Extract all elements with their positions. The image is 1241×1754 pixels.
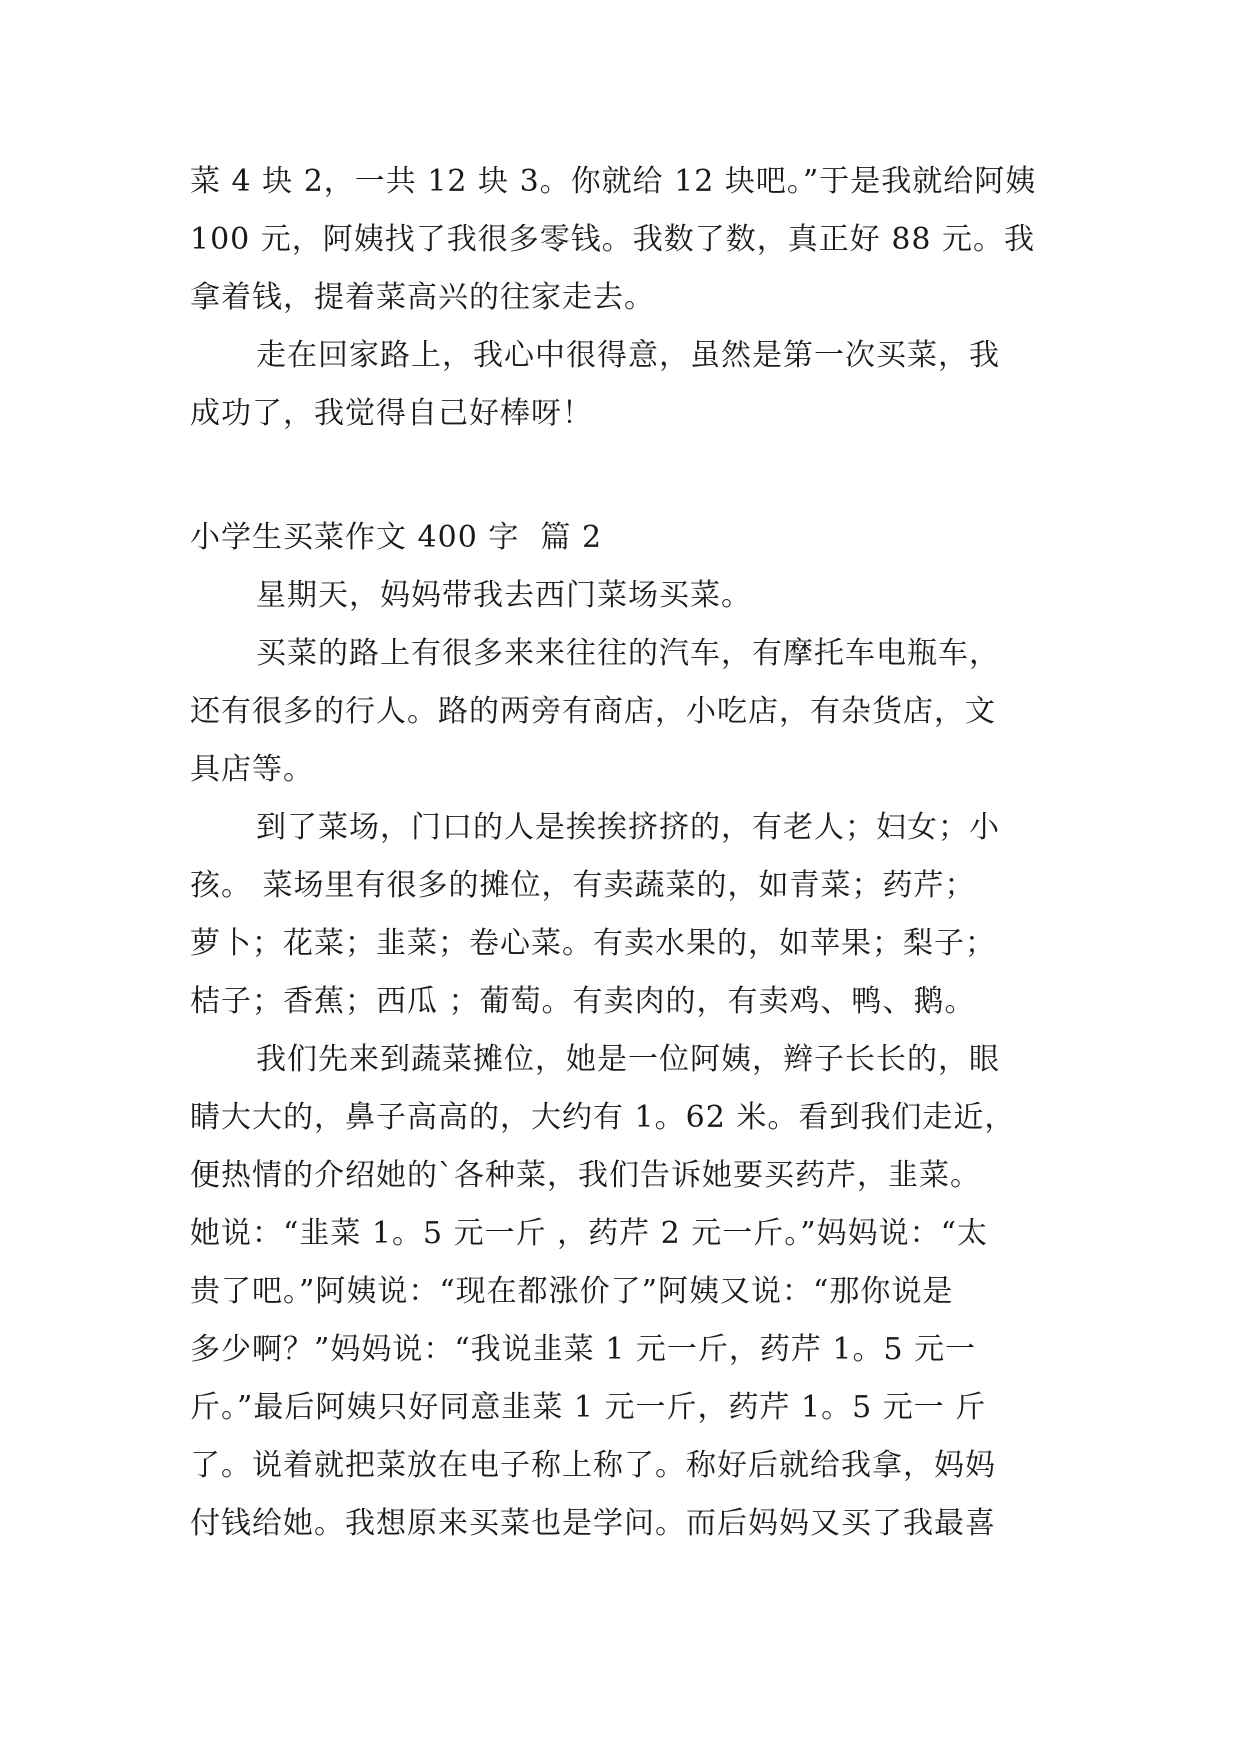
text-line: 付钱给她。我想原来买菜也是学问。而后妈妈又买了我最喜 — [190, 1506, 996, 1541]
text-line: 还有很多的行人。路的两旁有商店，小吃店，有杂货店，文 — [190, 694, 996, 729]
text-line: 买菜的路上有很多来来往往的汽车，有摩托车电瓶车， — [256, 636, 1000, 671]
text-line: 多少啊？”妈妈说：“我说韭菜 1 元一斤，药芹 1。5 元一 — [190, 1332, 977, 1367]
paragraph-group-1 — [190, 153, 1070, 443]
text-line: 孩。 菜场里有很多的摊位，有卖蔬菜的，如青菜；药芹； — [190, 868, 976, 903]
text-line: 贵了吧。”阿姨说：“现在都涨价了”阿姨又说：“那你说是 — [190, 1274, 954, 1309]
text-line: 她说：“韭菜 1。5 元一斤 ，药芹 2 元一斤。”妈妈说：“太 — [190, 1216, 988, 1251]
text-line: 萝卜；花菜；韭菜；卷心菜。有卖水果的，如苹果；梨子； — [190, 926, 996, 961]
paragraph-group-2 — [190, 567, 1070, 1553]
text-line: 桔子；香蕉；西瓜 ；葡萄。有卖肉的，有卖鸡、鸭、鹅。 — [190, 984, 976, 1019]
text-line: 菜 4 块 2，一共 12 块 3。你就给 12 块吧。”于是我就给阿姨 — [190, 164, 1037, 199]
text-line: 我们先来到蔬菜摊位，她是一位阿姨，辫子长长的，眼 — [256, 1042, 1000, 1077]
text-line: 走在回家路上，我心中很得意，虽然是第一次买菜，我 — [256, 338, 1000, 373]
text-line: 便热情的介绍她的`各种菜，我们告诉她要买药芹，韭菜。 — [190, 1158, 981, 1193]
text-line: 斤。”最后阿姨只好同意韭菜 1 元一斤，药芹 1。5 元一 斤 — [190, 1390, 987, 1425]
text-line: 拿着钱，提着菜高兴的往家走去。 — [190, 280, 655, 315]
section-heading: 小学生买菜作文 400 字 篇 2 — [190, 520, 603, 555]
text-line: 100 元，阿姨找了我很多零钱。我数了数，真正好 88 元。我 — [190, 222, 1036, 257]
text-line: 睛大大的，鼻子高高的，大约有 1。62 米。看到我们走近， — [190, 1100, 1016, 1135]
text-line: 了。说着就把菜放在电子称上称了。称好后就给我拿，妈妈 — [190, 1448, 996, 1483]
text-line: 具店等。 — [190, 752, 314, 787]
text-line: 成功了，我觉得自己好棒呀！ — [190, 396, 593, 431]
text-line: 星期天，妈妈带我去西门菜场买菜。 — [256, 578, 752, 613]
text-line: 到了菜场，门口的人是挨挨挤挤的，有老人；妇女；小 — [256, 810, 1000, 845]
